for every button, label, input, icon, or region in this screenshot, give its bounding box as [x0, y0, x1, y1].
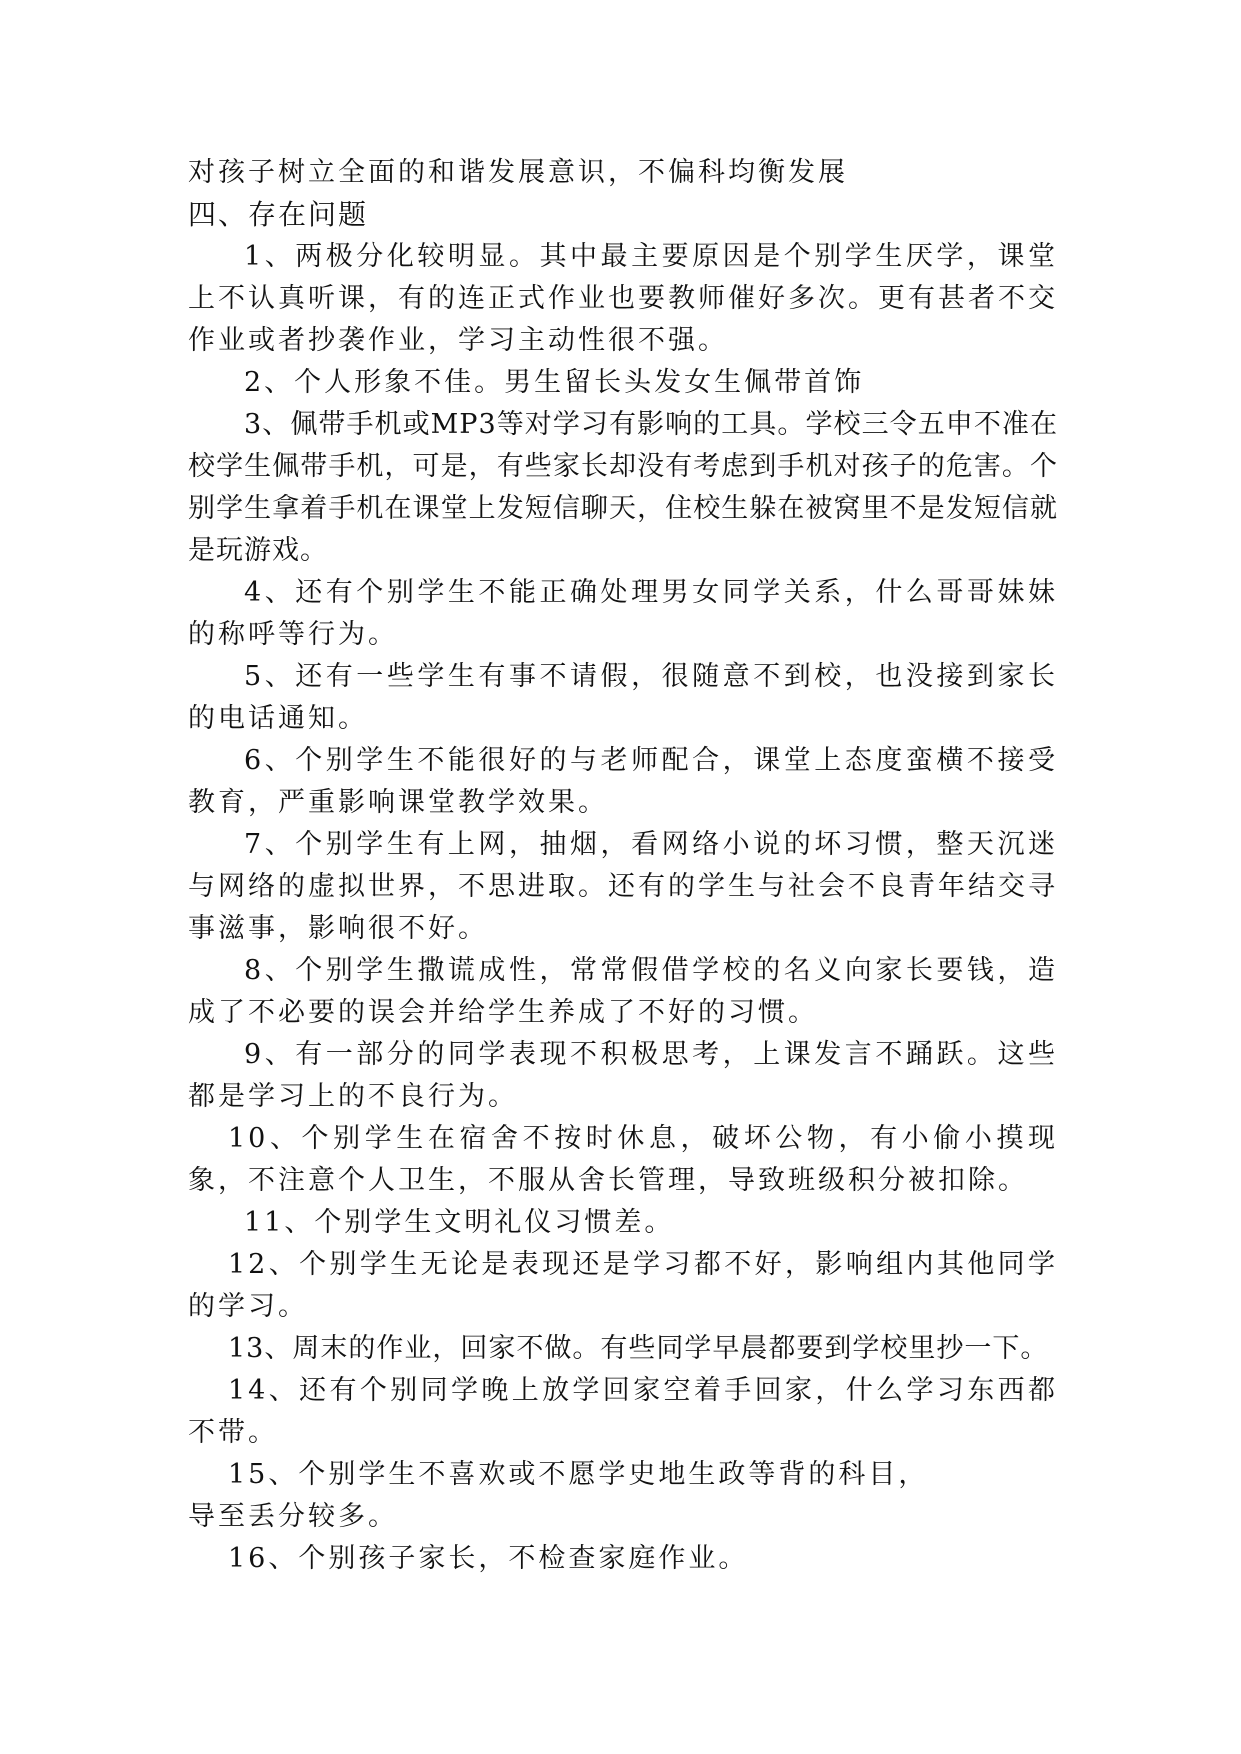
list-item: 1、两极分化较明显。其中最主要原因是个别学生厌学，课堂上不认真听课，有的连正式作业也要教师催好多次。更有甚者不交作业或者抄袭作业，学习主动性很不强。	[188, 241, 1058, 356]
list-item: 16、个别孩子家长，不检查家庭作业。	[228, 1543, 749, 1574]
list-item: 12、个别学生无论是表现还是学习都不好，影响组内其他同学的学习。	[188, 1249, 1058, 1322]
list-item: 2、个人形象不佳。男生留长头发女生佩带首饰	[244, 367, 865, 398]
list-item: 4、还有个别学生不能正确处理男女同学关系，什么哥哥妹妹的称呼等行为。	[188, 577, 1058, 650]
list-item: 6、个别学生不能很好的与老师配合，课堂上态度蛮横不接受教育，严重影响课堂教学效果。	[188, 745, 1058, 818]
list-item: 9、有一部分的同学表现不积极思考，上课发言不踊跃。这些都是学习上的不良行为。	[188, 1039, 1058, 1112]
list-item: 3、佩带手机或MP3等对学习有影响的工具。学校三令五申不准在校学生佩带手机，可是，有些家长却没有考虑到手机对孩子的危害。个别学生拿着手机在课堂上发短信聊天，住校生躲在被窝里不是发短信就是玩游戏。	[188, 409, 1058, 566]
document-body	[188, 152, 1058, 1580]
list-item: 15、个别学生不喜欢或不愿学史地生政等背的科目，	[228, 1459, 929, 1490]
intro-line: 对孩子树立全面的和谐发展意识，不偏科均衡发展	[188, 157, 848, 188]
list-item-continuation: 导至丢分较多。	[188, 1501, 398, 1532]
list-item: 8、个别学生撒谎成性，常常假借学校的名义向家长要钱，造成了不必要的误会并给学生养成了不好的习惯。	[188, 955, 1058, 1028]
section-heading: 四、存在问题	[188, 198, 369, 231]
list-item: 11、个别学生文明礼仪习惯差。	[244, 1207, 675, 1238]
list-item: 5、还有一些学生有事不请假，很随意不到校，也没接到家长的电话通知。	[188, 661, 1058, 734]
list-item: 10、个别学生在宿舍不按时休息，破坏公物，有小偷小摸现象，不注意个人卫生，不服从舍长管理，导致班级积分被扣除。	[188, 1123, 1058, 1196]
list-item: 7、个别学生有上网，抽烟，看网络小说的坏习惯，整天沉迷与网络的虚拟世界，不思进取。还有的学生与社会不良青年结交寻事滋事，影响很不好。	[188, 829, 1058, 944]
list-item: 14、还有个别同学晚上放学回家空着手回家，什么学习东西都不带。	[188, 1375, 1058, 1448]
list-item: 13、周末的作业，回家不做。有些同学早晨都要到学校里抄一下。	[228, 1333, 1049, 1364]
